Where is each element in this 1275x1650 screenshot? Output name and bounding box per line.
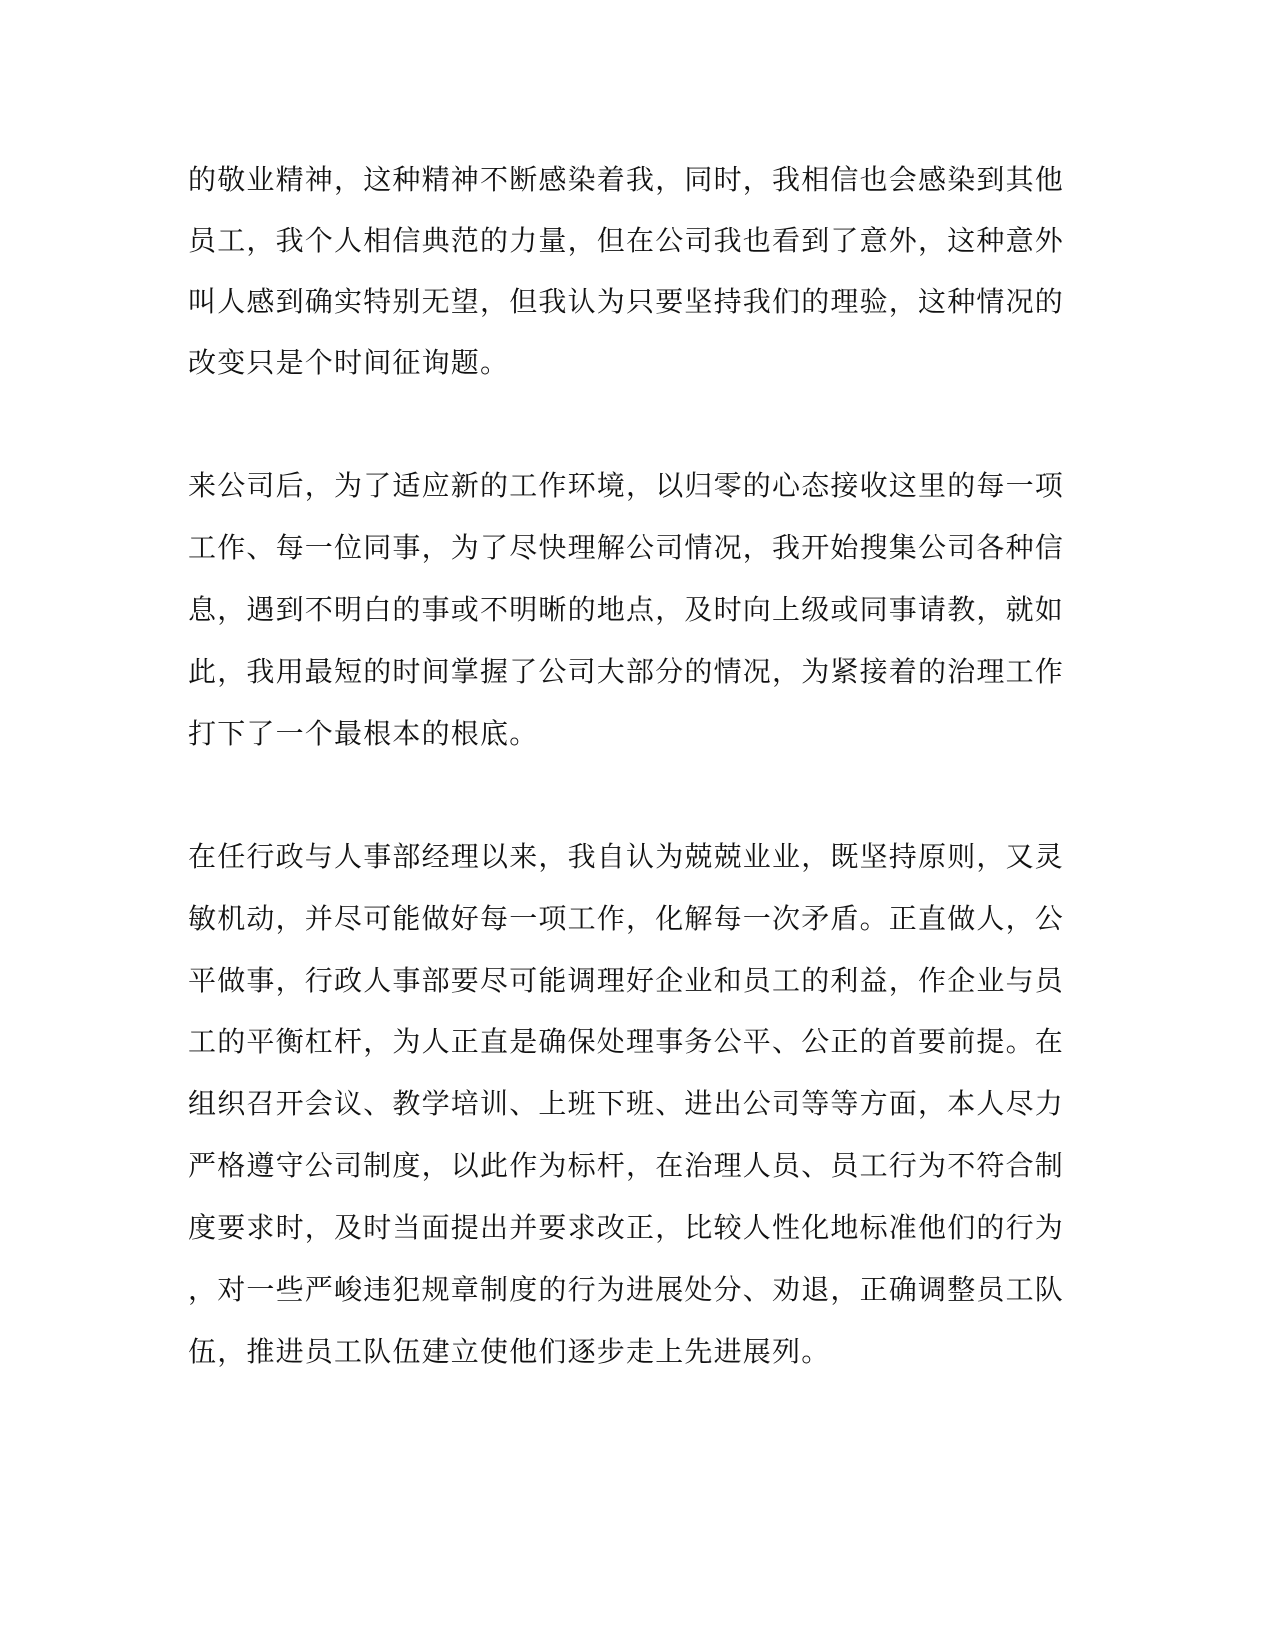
text-line: 严格遵守公司制度，以此作为标杆，在治理人员、员工行为不符合制 [188, 1149, 1065, 1182]
text-line: 息，遇到不明白的事或不明晰的地点，及时向上级或同事请教，就如 [188, 593, 1065, 626]
text-line: 敏机动，并尽可能做好每一项工作，化解每一次矛盾。正直做人，公 [188, 902, 1065, 935]
text-line: 伍，推进员工队伍建立使他们逐步走上先进展列。 [188, 1335, 831, 1368]
text-line: 叫人感到确实特别无望，但我认为只要坚持我们的理验，这种情况的 [188, 285, 1065, 318]
text-line: 来公司后，为了适应新的工作环境，以归零的心态接收这里的每一项 [188, 469, 1065, 502]
text-line: 此，我用最短的时间掌握了公司大部分的情况，为紧接着的治理工作 [188, 655, 1065, 688]
text-line: ，对一些严峻违犯规章制度的行为进展处分、劝退，正确调整员工队 [188, 1273, 1065, 1306]
text-line: 度要求时，及时当面提出并要求改正，比较人性化地标准他们的行为 [188, 1211, 1065, 1244]
text-line: 平做事，行政人事部要尽可能调理好企业和员工的利益，作企业与员 [188, 964, 1065, 997]
text-line: 组织召开会议、教学培训、上班下班、进出公司等等方面，本人尽力 [188, 1087, 1065, 1120]
text-line: 打下了一个最根本的根底。 [188, 717, 539, 750]
text-line: 在任行政与人事部经理以来，我自认为兢兢业业，既坚持原则，又灵 [188, 840, 1065, 873]
text-line: 工的平衡杠杆，为人正直是确保处理事务公平、公正的首要前提。在 [188, 1025, 1065, 1058]
text-line: 的敬业精神，这种精神不断感染着我，同时，我相信也会感染到其他 [188, 163, 1065, 196]
text-line: 工作、每一位同事，为了尽快理解公司情况，我开始搜集公司各种信 [188, 531, 1065, 564]
text-line: 员工，我个人相信典范的力量，但在公司我也看到了意外，这种意外 [188, 224, 1065, 257]
text-line: 改变只是个时间征询题。 [188, 346, 510, 379]
